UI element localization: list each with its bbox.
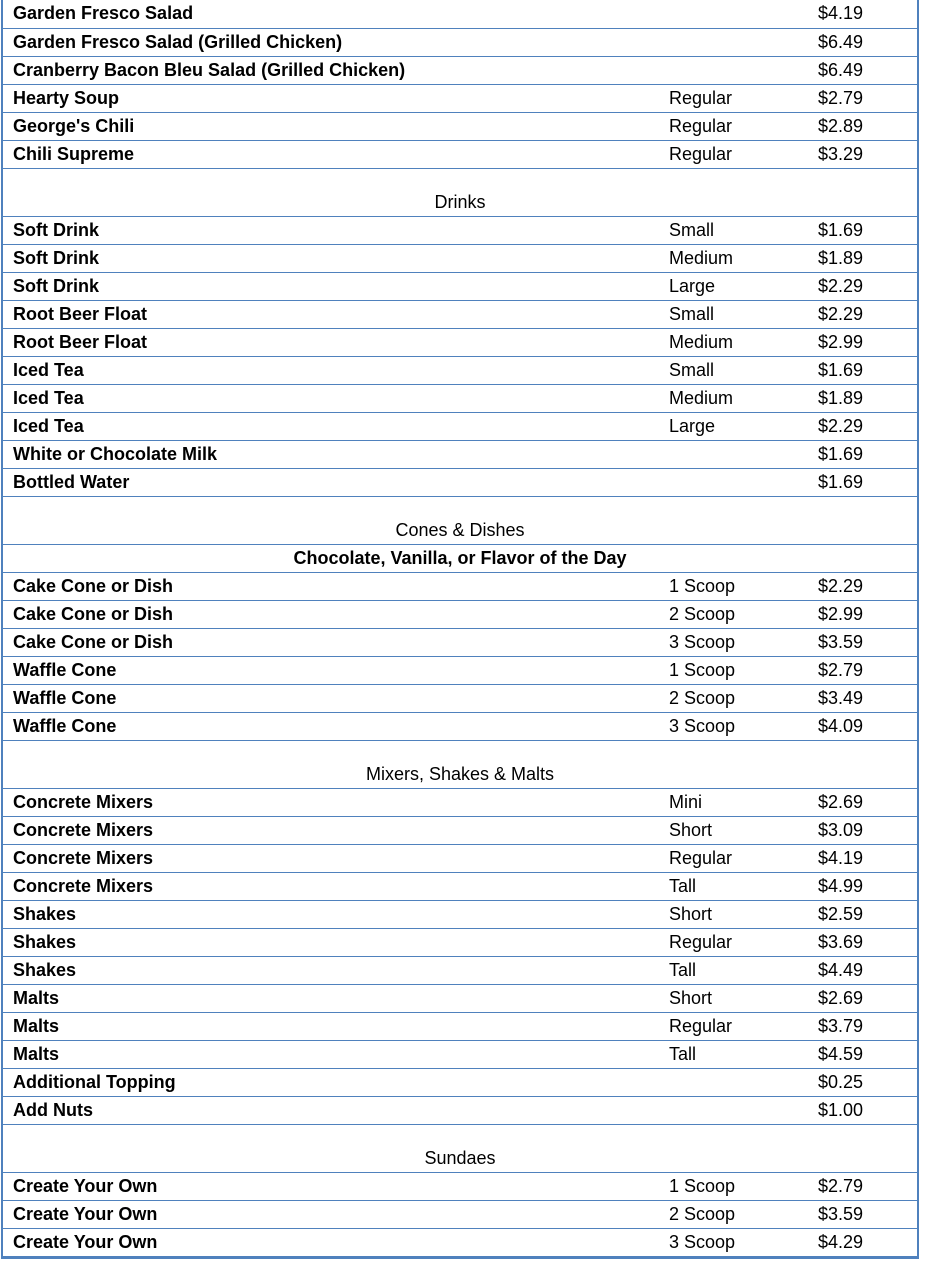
menu-row — [3, 469, 917, 497]
menu-row — [3, 601, 917, 629]
menu-row — [3, 929, 917, 957]
item-size: 2 Scoop — [669, 688, 736, 708]
item-size: Short — [669, 904, 713, 924]
section-heading: Drinks — [3, 187, 917, 217]
item-size: Large — [669, 416, 716, 436]
item-price: $1.69 — [818, 472, 864, 492]
item-price: $2.79 — [818, 88, 864, 108]
item-price: $2.79 — [818, 1176, 864, 1196]
item-price: $3.09 — [818, 820, 864, 840]
item-name: Hearty Soup — [13, 88, 120, 108]
item-name: Bottled Water — [13, 472, 130, 492]
item-name: Root Beer Float — [13, 304, 148, 324]
item-size: Tall — [669, 876, 697, 896]
menu-row — [3, 657, 917, 685]
menu-row — [3, 113, 917, 141]
item-name: Concrete Mixers — [13, 792, 154, 812]
item-size: 3 Scoop — [669, 716, 736, 736]
item-size: Small — [669, 360, 715, 380]
item-price: $6.49 — [818, 32, 864, 52]
item-size: Large — [669, 276, 716, 296]
item-price: $2.29 — [818, 304, 864, 324]
menu-row — [3, 713, 917, 741]
menu-row — [3, 685, 917, 713]
item-name: Root Beer Float — [13, 332, 148, 352]
item-price: $1.69 — [818, 220, 864, 240]
item-name: Additional Topping — [13, 1072, 176, 1092]
menu-row — [3, 85, 917, 113]
item-name: Concrete Mixers — [13, 876, 154, 896]
item-price: $3.49 — [818, 688, 864, 708]
item-name: Shakes — [13, 960, 77, 980]
item-name: Iced Tea — [13, 360, 84, 380]
item-price: $1.69 — [818, 360, 864, 380]
menu-row — [3, 413, 917, 441]
item-price: $1.00 — [818, 1100, 864, 1120]
item-price: $1.89 — [818, 248, 864, 268]
item-name: Create Your Own — [13, 1232, 158, 1252]
menu-row — [3, 329, 917, 357]
item-name: Cake Cone or Dish — [13, 604, 174, 624]
item-price: $3.69 — [818, 932, 864, 952]
item-price: $4.99 — [818, 876, 864, 896]
item-price: $2.29 — [818, 416, 864, 436]
item-name: Cranberry Bacon Bleu Salad (Grilled Chicken) — [13, 60, 406, 80]
item-price: $2.59 — [818, 904, 864, 924]
item-price: $4.19 — [818, 3, 864, 23]
item-price: $1.89 — [818, 388, 864, 408]
item-size: Regular — [669, 116, 733, 136]
section-heading: Mixers, Shakes & Malts — [3, 759, 917, 789]
item-price: $2.69 — [818, 792, 864, 812]
item-price: $2.69 — [818, 988, 864, 1008]
item-price: $4.29 — [818, 1232, 864, 1252]
menu-row — [3, 57, 917, 85]
section-spacer — [3, 1125, 917, 1143]
menu-row — [3, 301, 917, 329]
item-name: White or Chocolate Milk — [13, 444, 218, 464]
item-name: Iced Tea — [13, 416, 84, 436]
menu-row — [3, 573, 917, 601]
item-size: Regular — [669, 88, 733, 108]
item-name: Shakes — [13, 932, 77, 952]
item-price: $1.69 — [818, 444, 864, 464]
item-size: Tall — [669, 960, 697, 980]
item-name: Malts — [13, 1016, 60, 1036]
menu-row — [3, 845, 917, 873]
menu-row — [3, 1201, 917, 1229]
item-name: Create Your Own — [13, 1176, 158, 1196]
item-name: Chili Supreme — [13, 144, 135, 164]
item-name: Malts — [13, 1044, 60, 1064]
item-size: 1 Scoop — [669, 660, 736, 680]
section-spacer — [3, 169, 917, 187]
item-name: Iced Tea — [13, 388, 84, 408]
item-price: $2.79 — [818, 660, 864, 680]
menu-row — [3, 245, 917, 273]
section-heading: Sundaes — [3, 1143, 917, 1173]
menu-row — [3, 957, 917, 985]
menu-price-table — [1, 0, 919, 1259]
item-name: Soft Drink — [13, 248, 100, 268]
item-price: $4.59 — [818, 1044, 864, 1064]
item-name: Malts — [13, 988, 60, 1008]
menu-row — [3, 0, 917, 29]
menu-row — [3, 357, 917, 385]
item-size: 3 Scoop — [669, 1232, 736, 1252]
menu-row — [3, 1069, 917, 1097]
menu-row — [3, 629, 917, 657]
item-price: $2.99 — [818, 332, 864, 352]
item-size: Small — [669, 220, 715, 240]
item-size: Tall — [669, 1044, 697, 1064]
item-name: Soft Drink — [13, 220, 100, 240]
item-name: Create Your Own — [13, 1204, 158, 1224]
item-name: Waffle Cone — [13, 688, 117, 708]
menu-row — [3, 273, 917, 301]
item-price: $2.29 — [818, 276, 864, 296]
item-size: Mini — [669, 792, 703, 812]
item-price: $2.99 — [818, 604, 864, 624]
menu-row — [3, 1173, 917, 1201]
item-price: $2.29 — [818, 576, 864, 596]
menu-row — [3, 1097, 917, 1125]
section-subheading: Chocolate, Vanilla, or Flavor of the Day — [3, 545, 917, 573]
item-price: $3.59 — [818, 1204, 864, 1224]
item-price: $0.25 — [818, 1072, 864, 1092]
item-name: Cake Cone or Dish — [13, 576, 174, 596]
menu-row — [3, 985, 917, 1013]
item-size: Small — [669, 304, 715, 324]
menu-row — [3, 1013, 917, 1041]
item-price: $6.49 — [818, 60, 864, 80]
item-size: Regular — [669, 1016, 733, 1036]
item-name: Cake Cone or Dish — [13, 632, 174, 652]
item-price: $4.09 — [818, 716, 864, 736]
item-size: 1 Scoop — [669, 576, 736, 596]
section-heading: Cones & Dishes — [3, 515, 917, 545]
item-size: 2 Scoop — [669, 1204, 736, 1224]
item-price: $3.29 — [818, 144, 864, 164]
item-size: Medium — [669, 388, 734, 408]
menu-row — [3, 1229, 917, 1257]
item-price: $3.79 — [818, 1016, 864, 1036]
item-name: Concrete Mixers — [13, 848, 154, 868]
item-size: Medium — [669, 248, 734, 268]
menu-row — [3, 385, 917, 413]
menu-row — [3, 789, 917, 817]
section-spacer — [3, 741, 917, 759]
item-size: Regular — [669, 144, 733, 164]
item-name: George's Chili — [13, 116, 135, 136]
item-name: Add Nuts — [13, 1100, 93, 1120]
menu-row — [3, 817, 917, 845]
item-name: Concrete Mixers — [13, 820, 154, 840]
menu-row — [3, 217, 917, 245]
item-name: Waffle Cone — [13, 716, 117, 736]
item-price: $4.49 — [818, 960, 864, 980]
menu-row — [3, 29, 917, 57]
item-size: 3 Scoop — [669, 632, 736, 652]
item-size: Medium — [669, 332, 734, 352]
item-name: Garden Fresco Salad (Grilled Chicken) — [13, 32, 343, 52]
menu-row — [3, 441, 917, 469]
section-spacer — [3, 497, 917, 515]
item-name: Waffle Cone — [13, 660, 117, 680]
menu-row — [3, 873, 917, 901]
item-size: Regular — [669, 932, 733, 952]
item-size: Short — [669, 820, 713, 840]
item-price: $3.59 — [818, 632, 864, 652]
item-name: Soft Drink — [13, 276, 100, 296]
menu-row — [3, 1041, 917, 1069]
item-size: Regular — [669, 848, 733, 868]
item-name: Shakes — [13, 904, 77, 924]
item-size: 1 Scoop — [669, 1176, 736, 1196]
menu-row — [3, 901, 917, 929]
item-name: Garden Fresco Salad — [13, 3, 194, 23]
item-price: $2.89 — [818, 116, 864, 136]
item-price: $4.19 — [818, 848, 864, 868]
menu-row — [3, 141, 917, 169]
item-size: 2 Scoop — [669, 604, 736, 624]
item-size: Short — [669, 988, 713, 1008]
